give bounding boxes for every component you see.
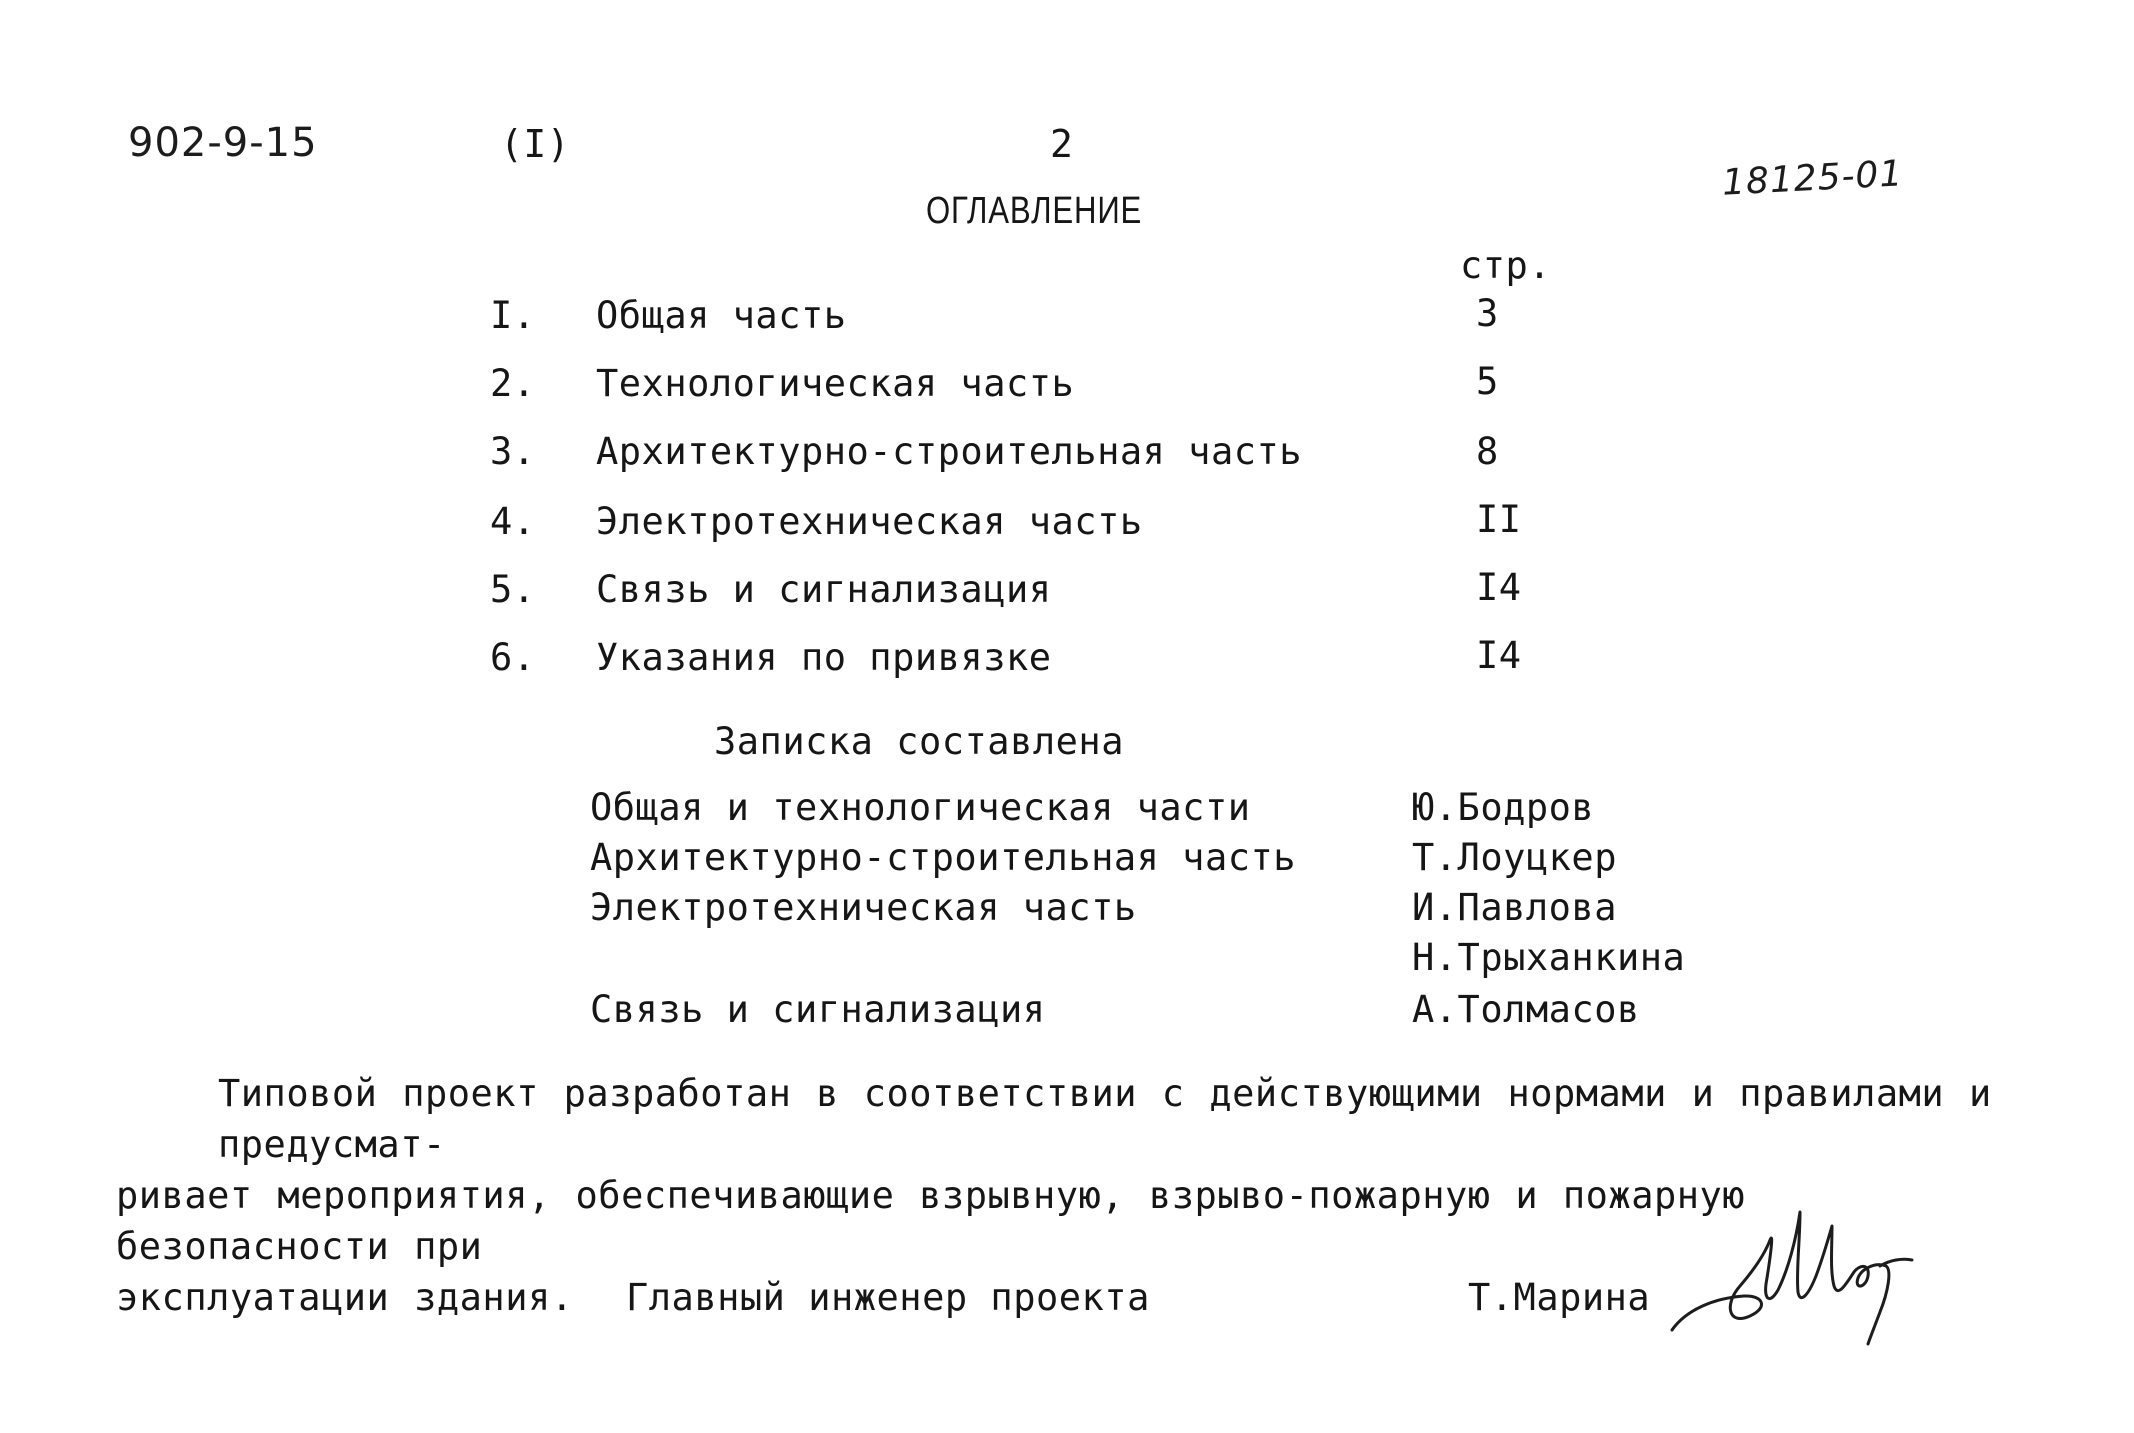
toc-item-text: Архитектурно-строительная часть [596,430,1303,473]
toc-item-page: 5 [1476,360,1499,403]
page-number: 2 [1050,122,1074,166]
author-name: Т.Лоуцкер [1412,836,1617,879]
author-part: Связь и сигнализация [590,988,1046,1031]
signoff-name: Т.Марина [1468,1276,1651,1319]
statement-line: Типовой проект разработан в соответствии с действующими нормами и правилами и предусмат- [218,1072,1992,1166]
toc-page-column-label: стр. [1460,244,1552,287]
toc-item-number: 5. [490,568,536,611]
toc-item-text: Общая часть [596,294,847,337]
toc-item-text: Технологическая часть [596,362,1075,405]
handwritten-signature [1666,1200,1926,1350]
statement-line: ривает мероприятия, обеспечивающие взрывную, взрыво-пожарную и пожарную безопасности при [116,1174,1746,1268]
author-name: И.Павлова [1412,886,1617,929]
volume-number: (I) [500,122,571,166]
toc-item-text: Электротехническая часть [596,500,1143,543]
toc-item-page: I4 [1476,566,1522,609]
toc-item-text: Связь и сигнализация [596,568,1052,611]
toc-item-number: 3. [490,430,536,473]
statement-line: эксплуатации здания. [116,1276,574,1319]
toc-item-number: I. [490,294,536,337]
signoff-role: Главный инженер проекта [626,1276,1150,1319]
author-name: Н.Трыханкина [1412,936,1686,979]
toc-item-text: Указания по привязке [596,636,1052,679]
authors-heading: Записка составлена [714,720,1124,763]
toc-item-page: I4 [1476,634,1522,677]
document-code: 902-9-15 [128,120,318,166]
toc-item-number: 6. [490,636,536,679]
toc-item-number: 4. [490,500,536,543]
toc-title: ОГЛАВЛЕНИЕ [926,190,1143,232]
toc-item-page: 3 [1476,292,1499,335]
author-name: А.Толмасов [1412,988,1640,1031]
author-part: Электротехническая часть [590,886,1137,929]
toc-item-number: 2. [490,362,536,405]
toc-item-page: 8 [1476,430,1499,473]
toc-item-page: II [1476,498,1522,541]
author-part: Архитектурно-строительная часть [590,836,1297,879]
inventory-number: 18125-01 [1721,153,1905,204]
author-part: Общая и технологическая части [590,786,1251,829]
author-name: Ю.Бодров [1412,786,1595,829]
